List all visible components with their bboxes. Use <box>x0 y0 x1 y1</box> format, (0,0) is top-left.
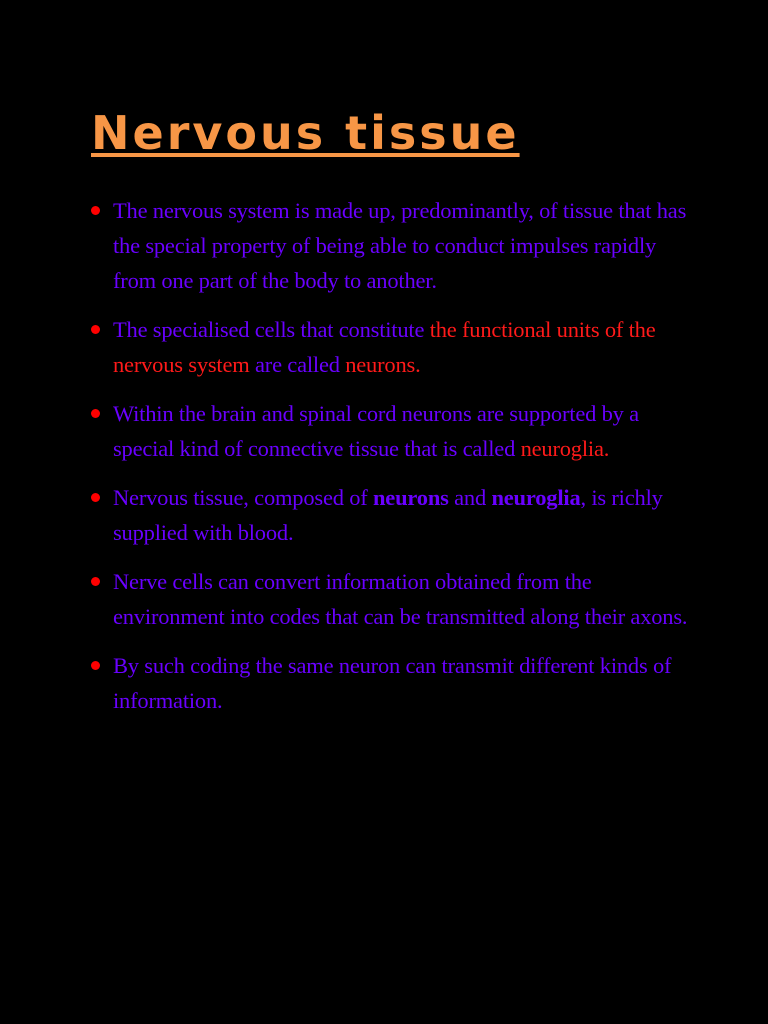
bullet-text: are called <box>249 352 346 377</box>
bullet-dot-icon <box>91 325 100 334</box>
bullet-item <box>91 480 691 550</box>
bullet-item <box>91 648 691 718</box>
bullet-text: . <box>603 436 610 461</box>
bold-text: neurons <box>372 485 449 510</box>
bullet-item <box>91 396 691 466</box>
bullet-item <box>91 564 691 634</box>
bullet-dot-icon <box>91 661 100 670</box>
bullet-dot-icon <box>91 493 100 502</box>
slide-title: Nervous tissue <box>91 106 520 160</box>
highlighted-text: the functional units of the nervous system <box>113 317 656 377</box>
bullet-text: and <box>448 485 492 510</box>
bullet-text: By such coding the same neuron can transmit different kinds of information. <box>113 653 672 713</box>
bullet-list <box>91 193 691 732</box>
bullet-item <box>91 193 691 298</box>
bullet-text: , is richly supplied with blood. <box>113 485 663 545</box>
bullet-dot-icon <box>91 206 100 215</box>
bullet-text: The specialised cells that constitute <box>113 317 430 342</box>
highlighted-text: neurons <box>345 352 416 377</box>
bullet-text: . <box>415 352 421 377</box>
bullet-dot-icon <box>91 409 100 418</box>
highlighted-text: neuroglia <box>520 436 604 461</box>
bold-text: neuroglia <box>491 485 581 510</box>
bullet-dot-icon <box>91 577 100 586</box>
bullet-text: Nervous tissue, composed of <box>113 485 373 510</box>
bullet-item <box>91 312 691 382</box>
bullet-text: Nerve cells can convert information obtained from the environment into codes that can be transmitted along their axons. <box>113 569 688 629</box>
bullet-text: Within the brain and spinal cord neurons are supported by a special kind of connective tissue that is called <box>113 401 639 461</box>
bullet-text: The nervous system is made up, predominantly, of tissue that has the special property of being able to conduct impulses rapidly from one part of the body to another. <box>113 198 687 293</box>
